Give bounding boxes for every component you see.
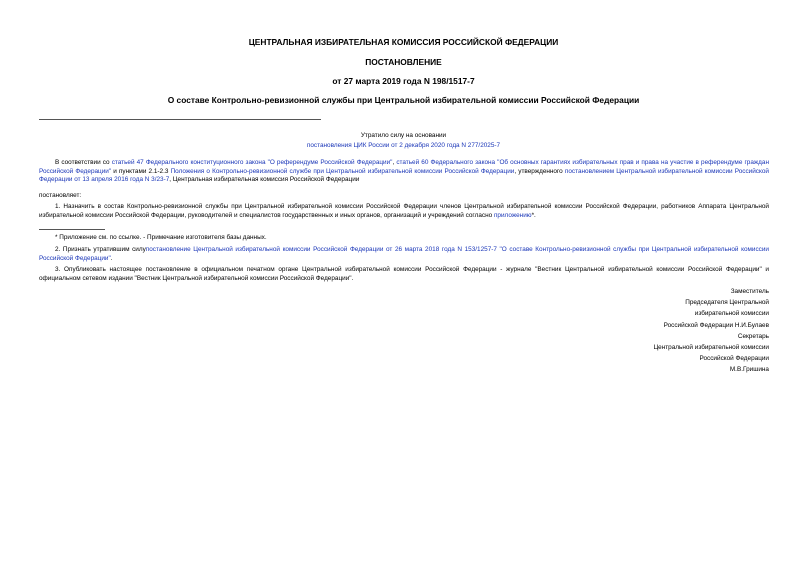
regulation-link[interactable]: Положения о Контрольно-ревизионной службе при Центральной избирательной комиссии Российской Федерации bbox=[170, 167, 515, 175]
repealed-resolution-link[interactable]: постановление Центральной избирательной комиссии Российской Федерации от 26 марта 2018 года N 153/1257-7 "О составе Контрольно-ревизионной службы при Центральной избирательной комиссии Российской Федерации" bbox=[39, 246, 769, 262]
signature-line: избирательной комиссии bbox=[694, 310, 769, 318]
item-1-paragraph bbox=[39, 203, 769, 220]
electoral-guarantees-law-link[interactable]: статьей 60 Федерального закона "Об основных гарантиях избирательных прав и права на участие в референдуме граждан Российской Федерации" bbox=[39, 159, 769, 175]
repeal-note: Утратило силу на основании bbox=[360, 132, 447, 139]
title-divider bbox=[39, 119, 321, 120]
signature-line: Секретарь bbox=[737, 332, 769, 340]
signature-line: Заместитель bbox=[730, 288, 769, 295]
item-2-text: 2. Признать утратившим силу bbox=[55, 246, 146, 253]
footnote bbox=[39, 234, 769, 243]
footnote-text: * Приложение см. по ссылке. - Примечание изготовителя базы данных. bbox=[55, 234, 267, 241]
preamble-text-4: , утвержденного bbox=[514, 167, 565, 175]
document-date-number: от 27 марта 2019 года N 198/1517-7 bbox=[332, 76, 475, 86]
document-type: ПОСТАНОВЛЕНИЕ bbox=[365, 57, 442, 67]
document-title: О составе Контрольно-ревизионной службы при Центральной избирательной комиссии Российской Федерации bbox=[167, 95, 640, 105]
signature-block bbox=[653, 286, 769, 376]
footnote-divider bbox=[39, 229, 105, 230]
preamble-text-2: , bbox=[392, 159, 397, 166]
signature-line: Центральной избирательной комиссии bbox=[653, 343, 769, 351]
item-1-text: 1. Назначить в состав Контрольно-ревизионной службы при Центральной избирательной комиссии Российской Федерации членов Центральной избирательной комиссии Российской Федерации, работников Аппарата Центральной избирательной комиссии Российской Федерации, руководителей и специалистов государственных и иных органов, организаций и учреждений согласно bbox=[39, 203, 769, 219]
resolution-2016-link[interactable]: постановлением Центральной избирательной комиссии Российской Федерации от 13 апреля 2016 года N 3/23-7 bbox=[39, 167, 769, 184]
item-2-suffix: . bbox=[110, 254, 113, 262]
item-1-suffix: *. bbox=[531, 211, 536, 219]
signature-line: М.В.Гришина bbox=[729, 366, 769, 374]
repeal-note-link[interactable]: постановления ЦИК России от 2 декабря 2020 года N 277/2025-7 bbox=[306, 142, 501, 149]
appendix-link[interactable]: приложению bbox=[493, 211, 532, 219]
item-2-paragraph bbox=[39, 246, 769, 263]
decides-line: постановляет: bbox=[39, 192, 82, 199]
preamble-text-5: , Центральная избирательная комиссия Российской Федерации bbox=[169, 176, 360, 184]
item-3-paragraph bbox=[39, 266, 769, 283]
signature-line: Российской Федерации bbox=[699, 355, 769, 363]
signature-line: Председателя Центральной bbox=[685, 299, 769, 307]
preamble-text-1: В соответствии со bbox=[55, 159, 112, 166]
issuing-organization: ЦЕНТРАЛЬНАЯ ИЗБИРАТЕЛЬНАЯ КОМИССИЯ РОССИЙСКОЙ ФЕДЕРАЦИИ bbox=[248, 37, 559, 47]
preamble-paragraph bbox=[39, 159, 769, 185]
preamble-text-3: и пунктами 2.1-2.3 bbox=[111, 167, 171, 175]
item-3-text: 3. Опубликовать настоящее постановление в официальном печатном органе Центральной избирательной комиссии Российской Федерации - журнале "Вестник Центральной избирательной комиссии Российской Федерации" и официальном сетевом издании "Вестник Центральной избирательной комиссии Российской Федерации". bbox=[39, 266, 769, 282]
signature-line: Российской Федерации Н.И.Булаев bbox=[663, 321, 769, 329]
referendum-law-link[interactable]: статьей 47 Федерального конституционного закона "О референдуме Российской Федерации" bbox=[111, 159, 393, 166]
